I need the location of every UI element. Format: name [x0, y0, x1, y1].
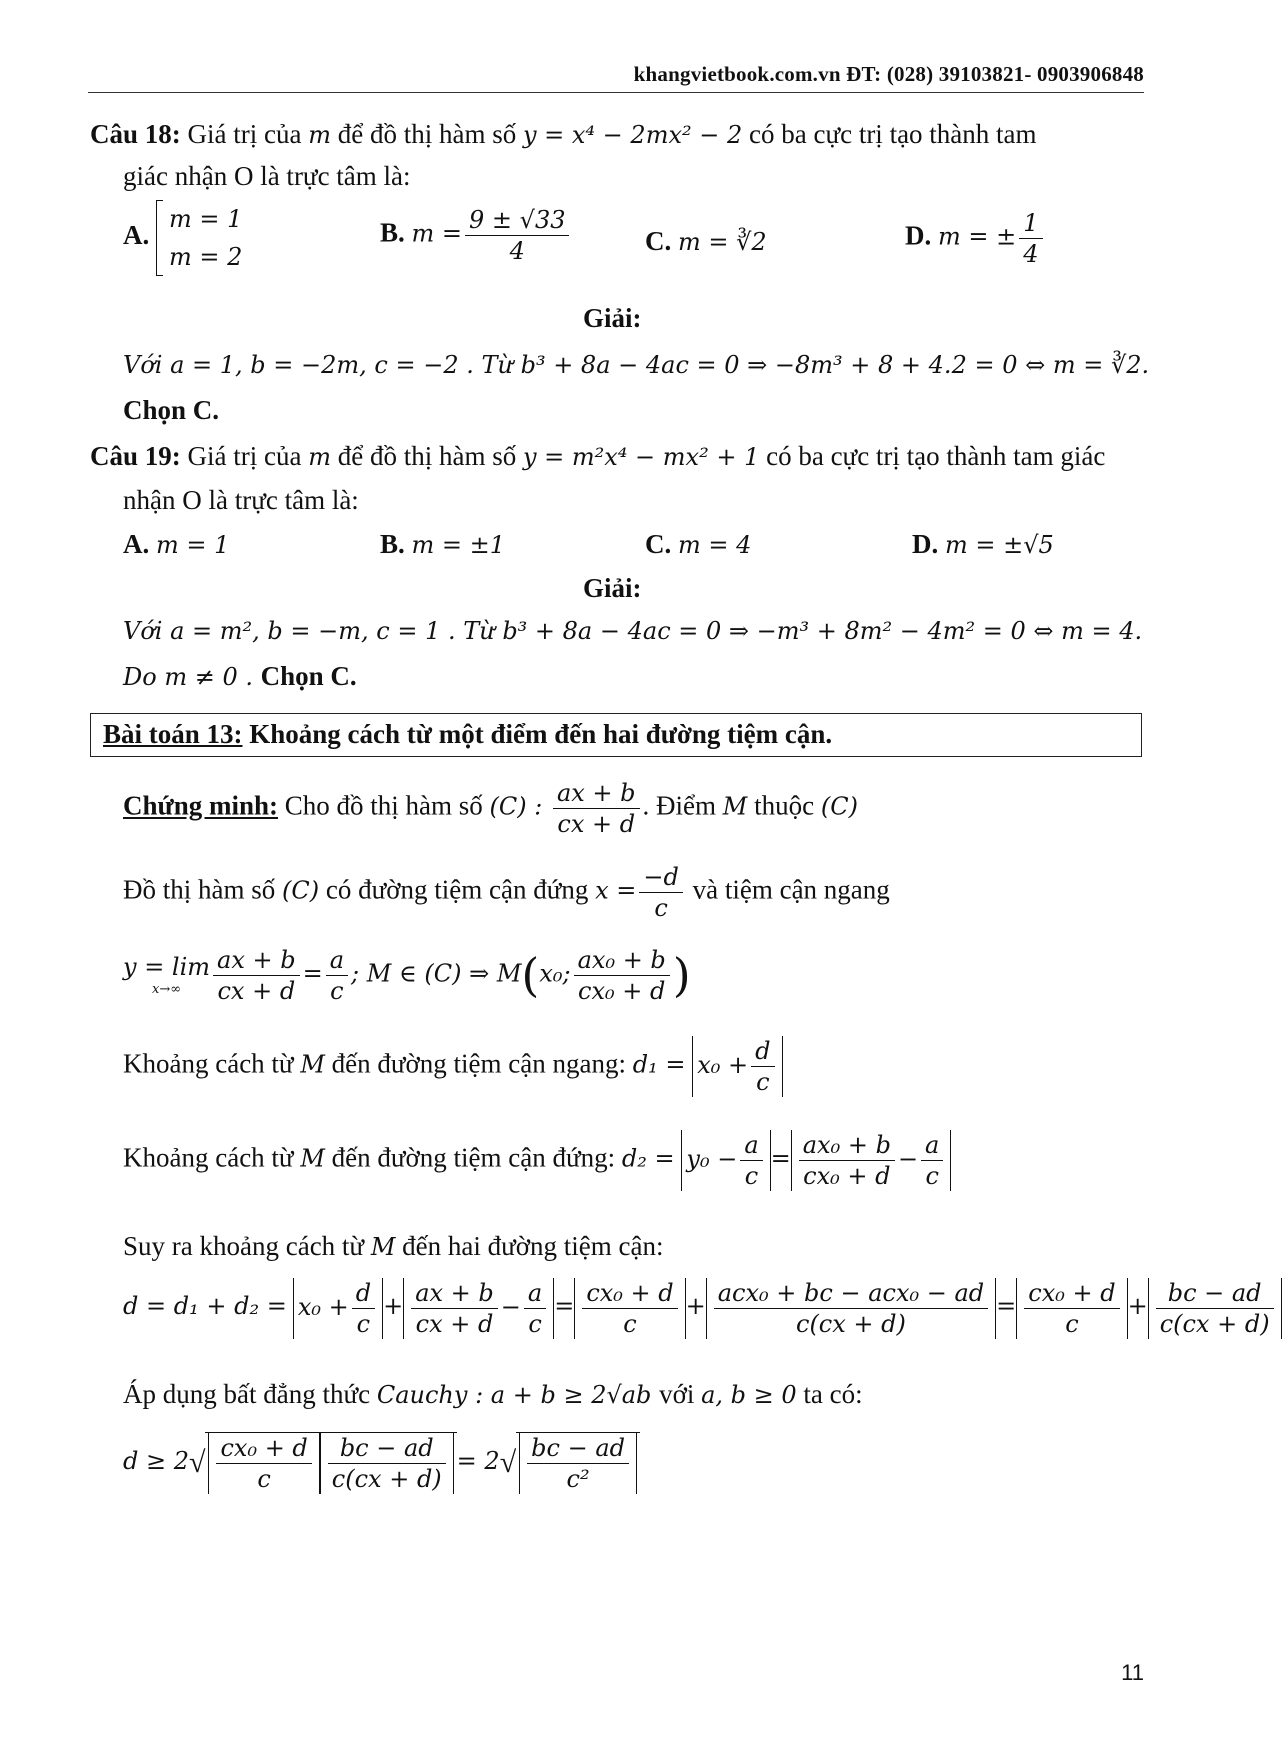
function-fraction — [553, 778, 640, 839]
topic-13-label: Bài toán 13: — [103, 719, 243, 749]
s-f4-num: acx₀ + bc − acx₀ − ad — [714, 1278, 988, 1309]
q18-option-b — [380, 205, 572, 266]
q19-var: m — [308, 443, 331, 471]
q18-var: m — [308, 121, 331, 149]
f-num3: bc − ad — [527, 1433, 629, 1464]
q19-b-val: m = ±1 — [411, 531, 506, 559]
q18-d-label: D. — [905, 220, 932, 251]
f-den2: c(cx + d) — [331, 1465, 442, 1493]
q19-solution-title: Giải: — [583, 573, 642, 603]
q18-text2: để đồ thị hàm số — [330, 119, 523, 149]
s-f4-den: c(cx + d) — [796, 1310, 906, 1338]
s-f6-den: c(cx + d) — [1159, 1310, 1270, 1338]
asym-text2: có đường tiệm cận đứng — [319, 874, 596, 905]
a-over: a — [326, 945, 348, 976]
s-frac3 — [582, 1278, 677, 1339]
sqrt-icon-2: √ — [499, 1446, 517, 1479]
d2-abs1 — [681, 1130, 770, 1191]
cauchy-text1: Áp dụng bất đẳng thức — [123, 1379, 377, 1409]
q19-solution — [123, 614, 1142, 646]
q19-text2: để đồ thị hàm số — [330, 441, 523, 471]
d2-lhs: d₂ = — [621, 1144, 675, 1173]
s-frac4 — [714, 1278, 988, 1339]
q18-d-den: 4 — [1023, 240, 1039, 268]
q18-a-l2: m = 2 — [169, 243, 243, 271]
s-abs1 — [293, 1278, 383, 1339]
q18-b-frac — [465, 205, 569, 266]
q18-solution-text: Với a = 1, b = −2m, c = −2 . Từ b³ + 8a − 4ac = 0 ⇒ −8m³ + 8 + 4.2 = 0 ⇔ m = ∛2. — [123, 351, 1150, 379]
q19-a-label: A. — [123, 529, 150, 559]
q19-label: Câu 19: — [90, 441, 181, 471]
s-a: a — [524, 1278, 546, 1309]
f-abs2 — [320, 1433, 454, 1494]
q18-d-num: 1 — [1019, 208, 1042, 239]
q18-option-d — [905, 208, 1046, 269]
left-paren-icon: ( — [521, 947, 540, 1002]
asym-text3: và tiệm cận ngang — [685, 874, 890, 905]
s-f5-den: c — [1065, 1310, 1079, 1338]
a-over-c — [326, 945, 348, 1006]
f-abs3 — [519, 1433, 637, 1494]
lim-rest: ; M ∈ (C) ⇒ M — [351, 959, 522, 988]
sqrt-icon: √ — [189, 1446, 206, 1479]
f-frac2 — [328, 1433, 446, 1494]
lim-block — [123, 953, 210, 997]
q18-label: Câu 18: — [90, 119, 181, 149]
d1-text: Khoảng cách từ — [123, 1048, 301, 1079]
sum-m: M — [370, 1233, 396, 1261]
d1-fraction — [751, 1036, 774, 1097]
f-num2: bc − ad — [328, 1433, 446, 1464]
c-under: c — [330, 977, 344, 1005]
f-num: ax + b — [553, 778, 640, 809]
q19-answer: Chọn C. — [260, 661, 357, 691]
va-den: c — [654, 894, 668, 922]
q19-line1 — [90, 440, 1105, 472]
d1-num: d — [751, 1036, 774, 1067]
proof-intro3: thuộc — [747, 790, 821, 821]
f-frac3 — [527, 1433, 629, 1494]
q18-line2: giác nhận O là trực tâm là: — [123, 161, 411, 191]
q18-b-num: 9 ± √33 — [465, 205, 569, 236]
d2-frac3 — [921, 1130, 943, 1191]
q19-option-a — [123, 528, 229, 560]
s-frac5 — [1024, 1278, 1119, 1339]
s-abs5 — [1016, 1278, 1127, 1339]
page-number: 11 — [1121, 1660, 1144, 1685]
curve-c-3: (C) — [282, 876, 320, 905]
q18-b-lhs: m = — [411, 219, 463, 248]
f-den1: c — [257, 1465, 271, 1493]
d2-line — [123, 1130, 951, 1191]
d2-c2: c — [925, 1162, 939, 1190]
s-plus2: + — [685, 1292, 706, 1321]
asym-text1: Đồ thị hàm số — [123, 874, 282, 905]
cauchy-cond: a, b ≥ 0 — [701, 1381, 797, 1409]
s-plus1: + — [383, 1292, 404, 1321]
d2-frac2 — [799, 1130, 895, 1191]
s-f3-den: c — [623, 1310, 637, 1338]
q19-solution-text: Với a = m², b = −m, c = 1 . Từ b³ + 8a − 4ac = 0 ⇒ −m³ + 8m² − 4m² = 0 ⇔ m = 4. — [123, 617, 1143, 645]
d1-m: M — [300, 1050, 325, 1079]
sum-text-line — [123, 1230, 663, 1262]
cauchy-name: Cauchy — [376, 1381, 468, 1409]
cauchy-text3: ta có: — [796, 1379, 863, 1409]
d1-abs — [692, 1036, 782, 1097]
d2-num2: ax₀ + b — [799, 1130, 895, 1161]
cauchy-text2: với — [659, 1379, 702, 1409]
q18-answer: Chọn C. — [123, 395, 220, 425]
proof-intro1: Cho đồ thị hàm số — [278, 790, 490, 821]
f-den: cx + d — [557, 810, 636, 838]
bracket-icon — [156, 200, 163, 276]
s-f2-den: cx + d — [415, 1310, 494, 1338]
f-den3: c² — [566, 1465, 590, 1493]
q18-text3: có ba cực trị tạo thành tam — [742, 119, 1037, 149]
d2-abs2 — [791, 1130, 952, 1191]
q18-text1: Giá trị của — [180, 119, 309, 149]
d1-text2: đến đường tiệm cận ngang: — [324, 1048, 633, 1079]
q19-text1: Giá trị của — [180, 441, 309, 471]
lim-sub: x→∞ — [151, 982, 182, 998]
q19-c-label: C. — [645, 529, 672, 559]
final-sqrt2 — [516, 1432, 640, 1494]
s-c: c — [356, 1310, 371, 1338]
q19-d-label: D. — [912, 529, 939, 559]
q18-solution-title: Giải: — [583, 303, 642, 333]
lim-den: cx + d — [217, 977, 296, 1005]
proof-label: Chứng minh: — [123, 790, 278, 821]
q19-final — [123, 660, 357, 692]
sum-text2: đến hai đường tiệm cận: — [395, 1231, 664, 1261]
s-abs6 — [1148, 1278, 1282, 1339]
s-frac6 — [1156, 1278, 1274, 1339]
d1-den: c — [756, 1068, 770, 1096]
q19-final-pre: Do m ≠ 0 . — [123, 663, 261, 691]
q19-b-label: B. — [380, 529, 405, 559]
q18-d-frac — [1019, 208, 1042, 269]
q18-option-c — [645, 225, 767, 257]
lim-num: ax + b — [213, 945, 300, 976]
pt-num: ax₀ + b — [574, 945, 670, 976]
q19-function: y = m²x⁴ − mx² + 1 — [522, 443, 760, 471]
f-abs1 — [208, 1433, 319, 1494]
s-f5-num: cx₀ + d — [1024, 1278, 1119, 1309]
q19-option-c — [645, 528, 751, 560]
d2-a: a — [740, 1130, 762, 1161]
q18-b-den: 4 — [509, 237, 525, 265]
d2-minus: − — [897, 1145, 919, 1173]
pt-den: cx₀ + d — [578, 977, 666, 1005]
va-num: −d — [639, 862, 682, 893]
s-d: d — [352, 1278, 375, 1309]
q18-c-val: m = ∛2 — [678, 228, 767, 256]
cauchy-line — [123, 1378, 863, 1410]
s-frac1 — [352, 1278, 375, 1339]
q19-d-val: m = ±√5 — [945, 531, 1054, 559]
q18-a-label: A. — [123, 220, 150, 251]
d2-frac1 — [740, 1130, 762, 1191]
s-c2: c — [528, 1310, 542, 1338]
topic-13-title — [103, 718, 832, 750]
d1-lhs: d₁ = — [632, 1050, 686, 1079]
q18-c-label: C. — [645, 226, 672, 256]
s-frac2b — [524, 1278, 546, 1339]
s-frac2 — [411, 1278, 498, 1339]
q18-b-label: B. — [380, 217, 405, 248]
d2-eq: = — [770, 1144, 791, 1173]
q19-line2: nhận O là trực tâm là: — [123, 485, 359, 515]
va-fraction — [639, 862, 682, 923]
f-frac1 — [216, 1433, 311, 1494]
q18-a-l1: m = 1 — [169, 205, 243, 233]
asymptote-line — [123, 862, 890, 923]
x0: x₀; — [539, 959, 571, 988]
q18-line1 — [90, 118, 1037, 150]
point-m: M — [722, 792, 748, 821]
q19-option-b — [380, 528, 505, 560]
s-x0: x₀ + — [297, 1293, 349, 1321]
q19-a-val: m = 1 — [156, 531, 230, 559]
d1-line — [123, 1036, 783, 1097]
d1-x0: x₀ + — [697, 1051, 749, 1079]
final-lhs: d ≥ 2 — [123, 1447, 189, 1476]
topic-13-rest: Khoảng cách từ một điểm đến hai đường tiệm cận. — [242, 719, 833, 749]
s-abs4 — [706, 1278, 996, 1339]
final-sqrt1 — [205, 1432, 456, 1494]
d2-y0: y₀ − — [686, 1145, 738, 1173]
f-num1: cx₀ + d — [216, 1433, 311, 1464]
colon: : — [526, 792, 550, 821]
eq-sign: = — [302, 959, 323, 988]
s-abs2 — [403, 1278, 554, 1339]
s-abs3 — [574, 1278, 685, 1339]
q19-c-val: m = 4 — [678, 531, 752, 559]
page-header: khangvietbook.com.vn ĐT: (028) 39103821- 0903906848 — [633, 62, 1144, 86]
sum-equation — [123, 1278, 1282, 1339]
s-f2-num: ax + b — [411, 1278, 498, 1309]
right-paren-icon: ) — [672, 947, 691, 1002]
s-f6-num: bc − ad — [1156, 1278, 1274, 1309]
d2-text: Khoảng cách từ — [123, 1142, 301, 1173]
proof-intro — [123, 778, 858, 839]
cauchy-ineq: : a + b ≥ 2√ab — [467, 1381, 660, 1409]
final-inequality — [123, 1432, 640, 1494]
final-eq: = 2 — [456, 1447, 500, 1476]
lim-fraction — [213, 945, 300, 1006]
sum-text: Suy ra khoảng cách từ — [123, 1231, 371, 1261]
d2-den2: cx₀ + d — [803, 1162, 891, 1190]
s-minus: − — [500, 1293, 521, 1321]
curve-c: (C) — [489, 792, 527, 821]
point-fraction — [574, 945, 670, 1006]
s-eq2: = — [996, 1292, 1017, 1321]
header-rule — [88, 92, 1144, 93]
d2-a2: a — [921, 1130, 943, 1161]
d2-m: M — [300, 1144, 325, 1173]
q18-function: y = x⁴ − 2mx² − 2 — [522, 121, 743, 149]
proof-intro2: . Điểm — [642, 790, 723, 821]
q18-option-a — [123, 200, 242, 276]
d2-c: c — [744, 1162, 759, 1190]
x-eq: x = — [595, 876, 637, 905]
q19-text3: có ba cực trị tạo thành tam giác — [759, 441, 1106, 471]
q18-d-lhs: m = ± — [938, 222, 1017, 251]
s-f3-num: cx₀ + d — [582, 1278, 677, 1309]
lim-lhs: y = lim — [123, 953, 211, 982]
limit-line — [123, 945, 691, 1006]
curve-c-2: (C) — [820, 792, 858, 821]
d2-text2: đến đường tiệm cận đứng: — [324, 1142, 622, 1173]
s-eq1: = — [554, 1292, 575, 1321]
q18-solution — [123, 348, 1149, 380]
s-plus3: + — [1127, 1292, 1148, 1321]
sum-lhs: d = d₁ + d₂ = — [123, 1292, 287, 1321]
q19-option-d — [912, 528, 1054, 560]
